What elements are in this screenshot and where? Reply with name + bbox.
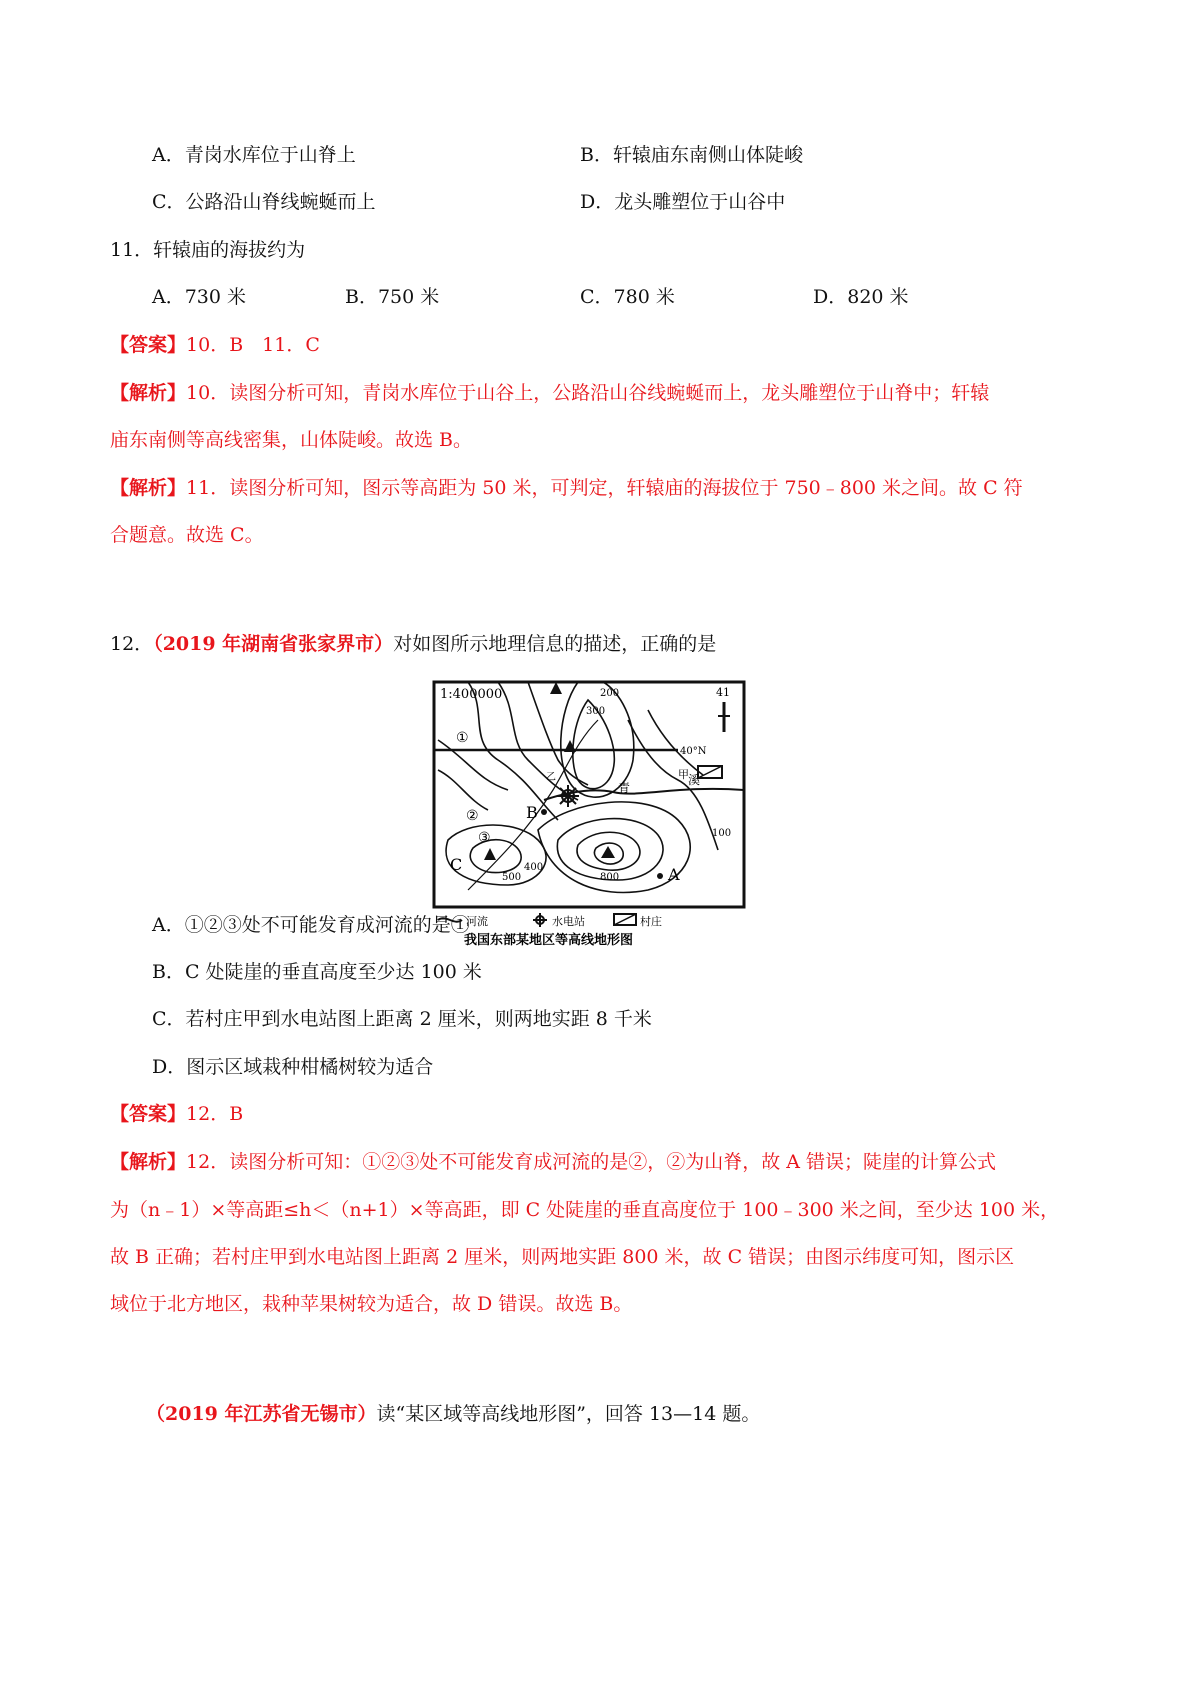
analysis-11-line2: 合题意。故选 C。 bbox=[110, 524, 264, 546]
q12-option-d: D．图示区域栽种柑橘树较为适合 bbox=[152, 1056, 434, 1078]
point-c: C bbox=[450, 855, 463, 874]
q13-14-source: （2019 年江苏省无锡市） bbox=[146, 1403, 377, 1425]
river-name-1: 青 bbox=[618, 781, 631, 795]
analysis-text: 11．读图分析可知，图示等高距为 50 米，可判定，轩辕庙的海拔位于 750﹣800 米之间。故 C 符 bbox=[186, 477, 1023, 499]
answer-tag: 【答案】 bbox=[110, 1103, 187, 1125]
label-1: ① bbox=[456, 730, 469, 746]
elev-400: 400 bbox=[524, 862, 544, 873]
analysis-tag: 【解析】 bbox=[110, 1151, 187, 1173]
analysis-12-line2: 为（n﹣1）×等高距≤h＜（n+1）×等高距，即 C 处陡崖的垂直高度位于 100﹣300 米之间，至少达 100 米， bbox=[110, 1199, 1060, 1221]
q12-option-c: C．若村庄甲到水电站图上距离 2 厘米，则两地实距 8 千米 bbox=[152, 1008, 652, 1030]
lat-label: 40°N bbox=[680, 746, 707, 757]
q10-option-b: B．轩辕庙东南侧山体陡峻 bbox=[580, 144, 803, 166]
q12-source: （2019 年湖南省张家界市） bbox=[153, 633, 394, 655]
map-scale: 1:400000 bbox=[440, 687, 503, 702]
analysis-10-line1 bbox=[110, 379, 989, 407]
elev-800: 800 bbox=[600, 872, 620, 883]
q10-option-d: D．龙头雕塑位于山谷中 bbox=[580, 191, 786, 213]
answer-12 bbox=[110, 1100, 243, 1128]
analysis-12-line3: 故 B 正确；若村庄甲到水电站图上距离 2 厘米，则两地实距 800 米，故 C 错误；由图示纬度可知，图示区 bbox=[110, 1246, 1015, 1268]
q11-stem: 11．轩辕庙的海拔约为 bbox=[110, 239, 306, 261]
answer-text: 12．B bbox=[186, 1103, 244, 1125]
q12-text: 对如图所示地理信息的描述，正确的是 bbox=[393, 633, 717, 655]
map-caption: 我国东部某地区等高线地形图 bbox=[464, 933, 634, 948]
q13-14-intro bbox=[146, 1400, 760, 1428]
answer-text: 10．B 11．C bbox=[186, 334, 320, 356]
point-a: A bbox=[668, 865, 680, 884]
village-label: 甲 bbox=[678, 768, 689, 781]
label-2: ② bbox=[466, 808, 479, 824]
elev-200: 200 bbox=[600, 688, 620, 699]
legend-village: 村庄 bbox=[640, 915, 662, 928]
q12-stem bbox=[110, 630, 716, 658]
analysis-11-line1 bbox=[110, 474, 1023, 502]
q11-option-a: A．730 米 bbox=[152, 286, 247, 308]
label-3: ③ bbox=[478, 830, 491, 846]
analysis-12-line4: 域位于北方地区，栽种苹果树较为适合，故 D 错误。故选 B。 bbox=[110, 1293, 633, 1315]
lat-top: 41 bbox=[716, 686, 730, 699]
station-label: 乙 bbox=[546, 772, 556, 783]
elev-100: 100 bbox=[712, 828, 732, 839]
legend-river: 河流 bbox=[466, 915, 488, 928]
q12-option-b: B．C 处陡崖的垂直高度至少达 100 米 bbox=[152, 961, 482, 983]
analysis-text: 12．读图分析可知：①②③处不可能发育成河流的是②，②为山脊，故 A 错误；陡崖的计算公式 bbox=[186, 1151, 996, 1173]
contour-map bbox=[428, 680, 758, 970]
q12-number: 12． bbox=[110, 633, 154, 655]
river-name-2: 溪 bbox=[688, 773, 701, 787]
legend-station: 水电站 bbox=[552, 915, 585, 928]
q10-option-a: A．青岗水库位于山脊上 bbox=[152, 144, 356, 166]
legend-station-icon bbox=[533, 913, 547, 927]
analysis-text: 10．读图分析可知，青岗水库位于山谷上，公路沿山谷线蜿蜒而上，龙头雕塑位于山脊中；轩辕 bbox=[186, 382, 990, 404]
q11-option-c: C．780 米 bbox=[580, 286, 675, 308]
q13-14-stem: 读“某区域等高线地形图”，回答 13—14 题。 bbox=[376, 1403, 761, 1425]
answer-tag: 【答案】 bbox=[110, 334, 187, 356]
analysis-12-line1 bbox=[110, 1148, 996, 1176]
point-b: B bbox=[526, 803, 538, 822]
hydro-station-icon bbox=[557, 785, 579, 807]
q11-option-d: D．820 米 bbox=[813, 286, 909, 308]
q12-option-a: A．①②③处不可能发育成河流的是① bbox=[152, 914, 470, 936]
elev-300: 300 bbox=[586, 706, 606, 717]
analysis-10-line2: 庙东南侧等高线密集，山体陡峻。故选 B。 bbox=[110, 429, 473, 451]
answer-10-11 bbox=[110, 331, 320, 359]
analysis-tag: 【解析】 bbox=[110, 382, 187, 404]
analysis-tag: 【解析】 bbox=[110, 477, 187, 499]
q10-option-c: C．公路沿山脊线蜿蜒而上 bbox=[152, 191, 376, 213]
elev-500: 500 bbox=[502, 872, 522, 883]
q11-option-b: B．750 米 bbox=[345, 286, 440, 308]
